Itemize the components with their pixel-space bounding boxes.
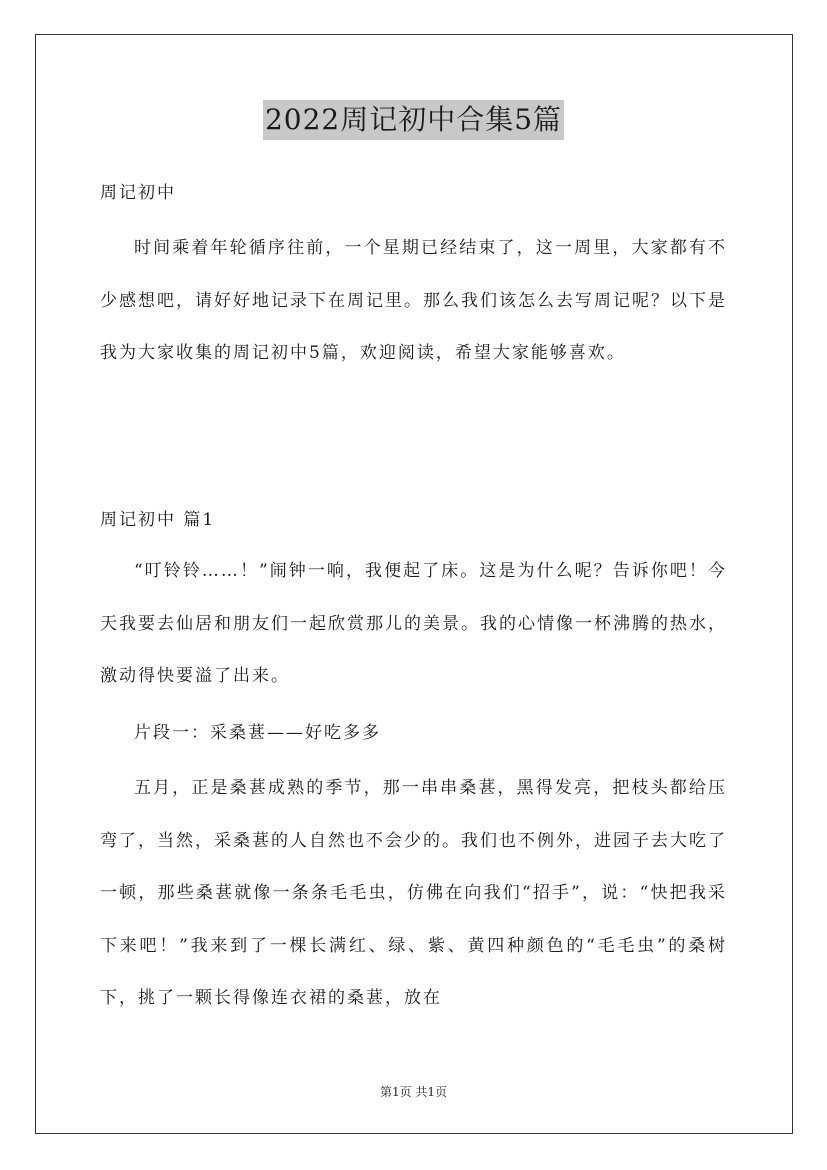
page-footer: 第1页 共1页 <box>379 1085 448 1099</box>
title-container <box>0 100 827 140</box>
document-title: 2022周记初中合集5篇 <box>263 100 564 140</box>
article1-subheading: 片段一：采桑葚——好吃多多 <box>134 723 381 743</box>
article1-heading: 周记初中 篇1 <box>100 510 216 530</box>
intro-heading: 周记初中 <box>100 183 176 203</box>
article1-paragraph-1: “叮铃铃……！”闹钟一响，我便起了床。这是为什么呢？告诉你吧！今天我要去仙居和朋友们一起欣赏那儿的美景。我的心情像一杯沸腾的热水，激动得快要溢了出来。 <box>100 561 727 686</box>
intro-paragraph: 时间乘着年轮循序往前，一个星期已经结束了，这一周里，大家都有不少感想吧，请好好地记录下在周记里。那么我们该怎么去写周记呢？以下是我为大家收集的周记初中5篇，欢迎阅读，希望大家能够喜欢。 <box>100 238 727 363</box>
article1-paragraph-2: 五月，正是桑葚成熟的季节，那一串串桑葚，黑得发亮，把枝头都给压弯了，当然，采桑葚的人自然也不会少的。我们也不例外，进园子去大吃了一顿，那些桑葚就像一条条毛毛虫，仿佛在向我们“招手”，说：“快把我采下来吧！”我来到了一棵长满红、绿、紫、黄四种颜色的“毛毛虫”的桑树下，挑了一颗长得像连衣裙的桑葚，放在 <box>100 778 727 1008</box>
